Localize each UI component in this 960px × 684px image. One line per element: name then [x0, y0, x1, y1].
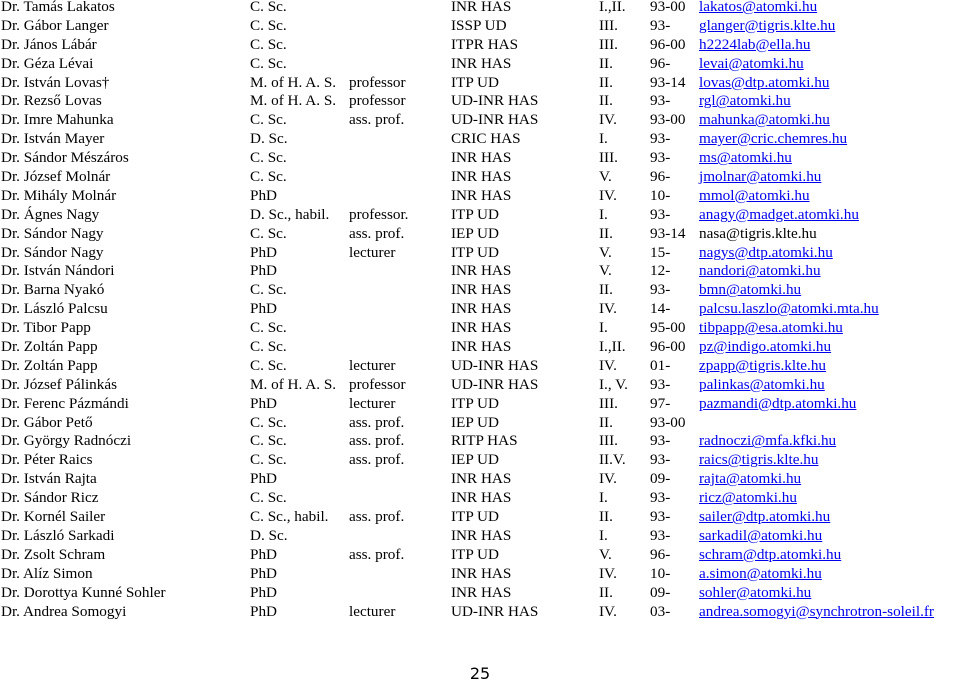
section: IV. [599, 186, 617, 204]
degree: PhD [250, 545, 278, 563]
person-name: Dr. László Sarkadi [1, 526, 115, 544]
email-link[interactable]: lakatos@atomki.hu [699, 0, 818, 15]
section: II. [599, 413, 613, 431]
section: IV. [599, 470, 617, 488]
degree: PhD [250, 300, 278, 318]
email-link[interactable]: sohler@atomki.hu [699, 583, 812, 601]
email-link[interactable]: jmolnar@atomki.hu [699, 168, 822, 186]
phone-extension: 93-00 [650, 0, 686, 15]
position: professor [349, 92, 406, 110]
phone-extension: 93-14 [650, 224, 686, 242]
section: III. [599, 16, 618, 34]
section: II. [599, 73, 613, 91]
email-link[interactable]: sailer@dtp.atomki.hu [699, 508, 831, 526]
person-name: Dr. Géza Lévai [1, 54, 94, 72]
table-row [0, 92, 960, 111]
section: V. [599, 168, 612, 186]
person-name: Dr. József Pálinkás [1, 375, 117, 393]
phone-extension: 09- [650, 583, 671, 601]
phone-extension: 93- [650, 149, 671, 167]
phone-extension: 93- [650, 16, 671, 34]
phone-extension: 93- [650, 281, 671, 299]
person-name: Dr. Barna Nyakó [1, 281, 105, 299]
institute: ITP UD [451, 394, 499, 412]
position: ass. prof. [349, 545, 405, 563]
phone-extension: 93-14 [650, 73, 686, 91]
section: I. [599, 489, 608, 507]
phone-extension: 15- [650, 243, 671, 261]
institute: ITPR HAS [451, 35, 519, 53]
table-row [0, 603, 960, 622]
position: lecturer [349, 243, 396, 261]
section: II. [599, 583, 613, 601]
person-name: Dr. Zoltán Papp [1, 338, 98, 356]
table-row [0, 17, 960, 36]
person-name: Dr. Kornél Sailer [1, 508, 106, 526]
position: professor. [349, 205, 409, 223]
section: I.,II. [599, 0, 626, 15]
section: I.,II. [599, 338, 626, 356]
phone-extension: 09- [650, 470, 671, 488]
email-link[interactable]: raics@tigris.klte.hu [699, 451, 819, 469]
institute: IEP UD [451, 413, 499, 431]
phone-extension: 93- [650, 489, 671, 507]
section: IV. [599, 602, 617, 620]
degree: PhD [250, 564, 278, 582]
degree: D. Sc., habil. [250, 205, 330, 223]
section: II. [599, 92, 613, 110]
phone-extension: 96- [650, 54, 671, 72]
person-name: Dr. István Mayer [1, 130, 105, 148]
section: IV. [599, 111, 617, 129]
table-row [0, 111, 960, 130]
position: ass. prof. [349, 224, 405, 242]
institute: INR HAS [451, 281, 512, 299]
phone-extension: 93- [650, 526, 671, 544]
table-row [0, 395, 960, 414]
section: III. [599, 394, 618, 412]
institute: UD-INR HAS [451, 356, 539, 374]
table-row [0, 546, 960, 565]
table-row [0, 187, 960, 206]
section: II. [599, 54, 613, 72]
degree: PhD [250, 394, 278, 412]
phone-extension: 93- [650, 432, 671, 450]
section: I. [599, 526, 608, 544]
institute: INR HAS [451, 470, 512, 488]
person-name: Dr. Imre Mahunka [1, 111, 114, 129]
table-row [0, 338, 960, 357]
degree: C. Sc. [250, 356, 287, 374]
section: V. [599, 262, 612, 280]
institute: ITP UD [451, 73, 499, 91]
email-link[interactable]: ricz@atomki.hu [699, 489, 797, 507]
phone-extension: 10- [650, 564, 671, 582]
section: I. [599, 205, 608, 223]
position: professor [349, 73, 406, 91]
section: V. [599, 545, 612, 563]
email-link[interactable]: ms@atomki.hu [699, 149, 792, 167]
degree: C. Sc. [250, 168, 287, 186]
person-name: Dr. Gábor Pető [1, 413, 93, 431]
table-row [0, 168, 960, 187]
degree: C. Sc. [250, 111, 287, 129]
degree: M. of H. A. S. [250, 92, 337, 110]
person-name: Dr. István Lovas† [1, 73, 110, 91]
table-row [0, 432, 960, 451]
email-link[interactable]: pazmandi@dtp.atomki.hu [699, 394, 857, 412]
position: ass. prof. [349, 432, 405, 450]
section: IV. [599, 564, 617, 582]
degree: PhD [250, 583, 278, 601]
person-name: Dr. Rezső Lovas [1, 92, 102, 110]
person-name: Dr. József Molnár [1, 168, 111, 186]
section: I. [599, 319, 608, 337]
email-link[interactable]: bmn@atomki.hu [699, 281, 802, 299]
institute: ITP UD [451, 508, 499, 526]
person-name: Dr. István Nándori [1, 262, 115, 280]
section: IV. [599, 300, 617, 318]
table-row [0, 281, 960, 300]
table-row [0, 451, 960, 470]
institute: INR HAS [451, 489, 512, 507]
person-name: Dr. Sándor Nagy [1, 224, 104, 242]
person-name: Dr. György Radnóczi [1, 432, 132, 450]
email-link[interactable]: rajta@atomki.hu [699, 470, 802, 488]
email-link[interactable]: a.simon@atomki.hu [699, 564, 822, 582]
email-link[interactable]: zpapp@tigris.klte.hu [699, 356, 827, 374]
email-link[interactable]: mayer@cric.chemres.hu [699, 130, 848, 148]
table-row [0, 206, 960, 225]
degree: C. Sc. [250, 149, 287, 167]
degree: C. Sc. [250, 16, 287, 34]
table-row [0, 225, 960, 244]
degree: PhD [250, 470, 278, 488]
institute: IEP UD [451, 451, 499, 469]
person-name: Dr. Andrea Somogyi [1, 602, 127, 620]
person-name: Dr. Sándor Mészáros [1, 149, 129, 167]
email-link[interactable]: schram@dtp.atomki.hu [699, 545, 842, 563]
table-row [0, 319, 960, 338]
table-row [0, 357, 960, 376]
degree: PhD [250, 602, 278, 620]
phone-extension: 93- [650, 130, 671, 148]
institute: INR HAS [451, 526, 512, 544]
degree: C. Sc., habil. [250, 508, 329, 526]
position: ass. prof. [349, 413, 405, 431]
phone-extension: 12- [650, 262, 671, 280]
person-name: Dr. Sándor Ricz [1, 489, 99, 507]
person-name: Dr. Tibor Papp [1, 319, 91, 337]
table-row [0, 262, 960, 281]
degree: C. Sc. [250, 0, 287, 15]
table-row [0, 414, 960, 433]
email-link[interactable]: radnoczi@mfa.kfki.hu [699, 432, 837, 450]
phone-extension: 01- [650, 356, 671, 374]
email-link[interactable]: anagy@madget.atomki.hu [699, 205, 859, 223]
degree: M. of H. A. S. [250, 375, 337, 393]
institute: UD-INR HAS [451, 92, 539, 110]
position: ass. prof. [349, 451, 405, 469]
phone-extension: 03- [650, 602, 671, 620]
email-link[interactable]: nagys@dtp.atomki.hu [699, 243, 833, 261]
institute: UD-INR HAS [451, 375, 539, 393]
position: professor [349, 375, 406, 393]
section: III. [599, 432, 618, 450]
table-row [0, 376, 960, 395]
position: lecturer [349, 394, 396, 412]
phone-extension: 96-00 [650, 338, 686, 356]
institute: INR HAS [451, 0, 512, 15]
email-link[interactable]: glanger@tigris.klte.hu [699, 16, 836, 34]
table-row [0, 149, 960, 168]
institute: INR HAS [451, 300, 512, 318]
degree: PhD [250, 262, 278, 280]
person-name: Dr. Zoltán Papp [1, 356, 98, 374]
degree: PhD [250, 243, 278, 261]
email-link[interactable]: tibpapp@esa.atomki.hu [699, 319, 843, 337]
section: I. [599, 130, 608, 148]
degree: C. Sc. [250, 489, 287, 507]
email-link[interactable]: mmol@atomki.hu [699, 186, 810, 204]
phone-extension: 97- [650, 394, 671, 412]
person-name: Dr. Sándor Nagy [1, 243, 104, 261]
table-row [0, 508, 960, 527]
email-link[interactable]: sarkadil@atomki.hu [699, 526, 823, 544]
institute: INR HAS [451, 262, 512, 280]
person-name: Dr. László Palcsu [1, 300, 108, 318]
person-name: Dr. Dorottya Kunné Sohler [1, 583, 166, 601]
table-row [0, 36, 960, 55]
email-link[interactable]: mahunka@atomki.hu [699, 111, 830, 129]
email-link[interactable]: pz@indigo.atomki.hu [699, 338, 832, 356]
section: II. [599, 508, 613, 526]
table-row [0, 244, 960, 263]
table-row [0, 300, 960, 319]
institute: UD-INR HAS [451, 111, 539, 129]
degree: C. Sc. [250, 413, 287, 431]
table-row [0, 565, 960, 584]
person-name: Dr. Mihály Molnár [1, 186, 117, 204]
institute: INR HAS [451, 149, 512, 167]
institute: INR HAS [451, 338, 512, 356]
section: III. [599, 35, 618, 53]
person-name: Dr. Ferenc Pázmándi [1, 394, 129, 412]
table-row [0, 130, 960, 149]
email-text: nasa@tigris.klte.hu [699, 224, 817, 242]
institute: INR HAS [451, 564, 512, 582]
section: V. [599, 243, 612, 261]
table-row [0, 0, 960, 17]
person-name: Dr. János Lábár [1, 35, 97, 53]
person-name: Dr. Alíz Simon [1, 564, 93, 582]
degree: C. Sc. [250, 54, 287, 72]
institute: INR HAS [451, 168, 512, 186]
degree: C. Sc. [250, 35, 287, 53]
degree: C. Sc. [250, 432, 287, 450]
phone-extension: 96- [650, 545, 671, 563]
email-link[interactable]: palinkas@atomki.hu [699, 375, 825, 393]
email-link[interactable]: nandori@atomki.hu [699, 262, 821, 280]
section: III. [599, 149, 618, 167]
institute: INR HAS [451, 54, 512, 72]
email-link[interactable]: levai@atomki.hu [699, 54, 804, 72]
degree: PhD [250, 186, 278, 204]
email-link[interactable]: rgl@atomki.hu [699, 92, 791, 110]
phone-extension: 93-00 [650, 413, 686, 431]
position: lecturer [349, 602, 396, 620]
phone-extension: 93-00 [650, 111, 686, 129]
page-number: 25 [469, 664, 491, 683]
email-link[interactable]: palcsu.laszlo@atomki.mta.hu [699, 300, 879, 318]
table-row [0, 470, 960, 489]
institute: ISSP UD [451, 16, 507, 34]
position: lecturer [349, 356, 396, 374]
person-name: Dr. István Rajta [1, 470, 97, 488]
institute: UD-INR HAS [451, 602, 539, 620]
phone-extension: 95-00 [650, 319, 686, 337]
phone-extension: 93- [650, 205, 671, 223]
position: ass. prof. [349, 111, 405, 129]
person-name: Dr. Zsolt Schram [1, 545, 106, 563]
section: IV. [599, 356, 617, 374]
degree: C. Sc. [250, 338, 287, 356]
person-name: Dr. Ágnes Nagy [1, 205, 100, 223]
degree: C. Sc. [250, 319, 287, 337]
degree: C. Sc. [250, 451, 287, 469]
institute: INR HAS [451, 319, 512, 337]
email-link[interactable]: lovas@dtp.atomki.hu [699, 73, 830, 91]
section: II. [599, 281, 613, 299]
degree: D. Sc. [250, 130, 288, 148]
institute: ITP UD [451, 205, 499, 223]
institute: ITP UD [451, 545, 499, 563]
email-link[interactable]: h2224lab@ella.hu [699, 35, 811, 53]
section: II.V. [599, 451, 626, 469]
degree: C. Sc. [250, 224, 287, 242]
institute: INR HAS [451, 186, 512, 204]
email-link[interactable]: andrea.somogyi@synchrotron-soleil.fr [699, 602, 934, 620]
institute: IEP UD [451, 224, 499, 242]
phone-extension: 10- [650, 186, 671, 204]
table-row [0, 584, 960, 603]
phone-extension: 93- [650, 451, 671, 469]
position: ass. prof. [349, 508, 405, 526]
person-name: Dr. Gábor Langer [1, 16, 109, 34]
table-row [0, 527, 960, 546]
phone-extension: 96- [650, 168, 671, 186]
phone-extension: 93- [650, 508, 671, 526]
phone-extension: 96-00 [650, 35, 686, 53]
phone-extension: 93- [650, 92, 671, 110]
institute: INR HAS [451, 583, 512, 601]
phone-extension: 93- [650, 375, 671, 393]
table-row [0, 55, 960, 74]
table-row [0, 74, 960, 93]
phone-extension: 14- [650, 300, 671, 318]
degree: M. of H. A. S. [250, 73, 337, 91]
person-name: Dr. Tamás Lakatos [1, 0, 115, 15]
institute: CRIC HAS [451, 130, 521, 148]
institute: ITP UD [451, 243, 499, 261]
section: I., V. [599, 375, 628, 393]
degree: C. Sc. [250, 281, 287, 299]
table-row [0, 489, 960, 508]
degree: D. Sc. [250, 526, 288, 544]
person-name: Dr. Péter Raics [1, 451, 93, 469]
institute: RITP HAS [451, 432, 518, 450]
section: II. [599, 224, 613, 242]
